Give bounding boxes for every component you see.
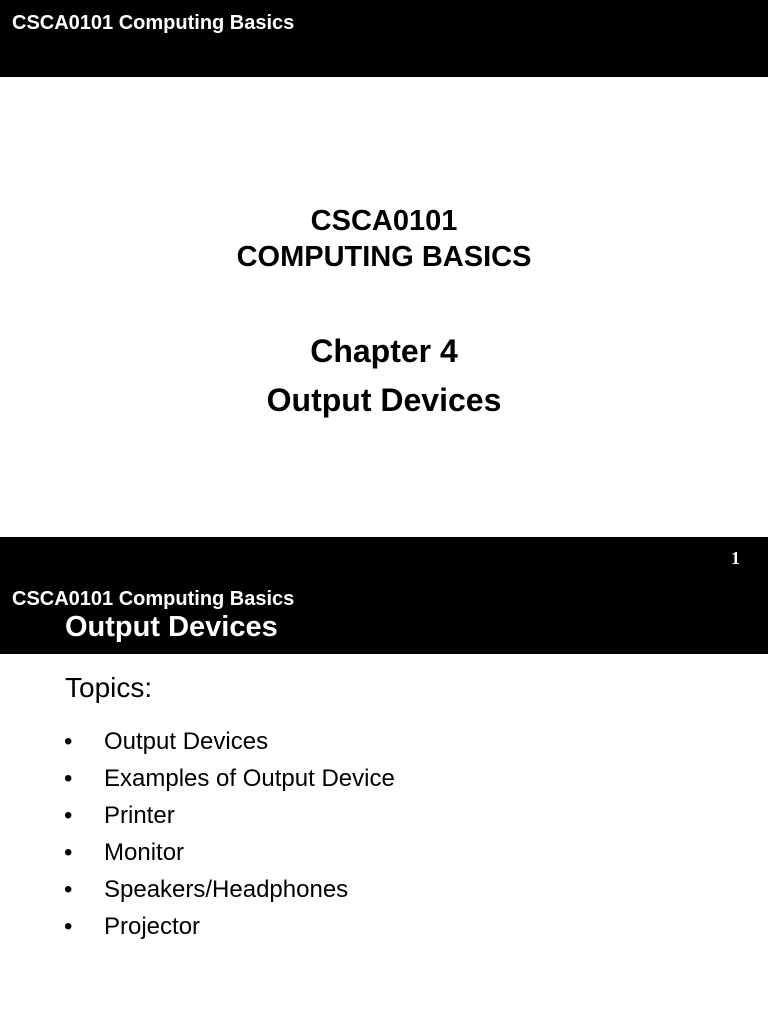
bullet-icon: • xyxy=(64,876,73,903)
topic-label: Monitor xyxy=(104,839,185,866)
bullet-icon: • xyxy=(64,839,73,866)
bullet-icon: • xyxy=(64,913,73,940)
topics-list xyxy=(0,727,700,949)
section-title: Output Devices xyxy=(65,611,278,643)
list-item xyxy=(0,838,700,875)
slide-header-bar xyxy=(0,0,768,77)
list-item xyxy=(0,801,700,838)
list-item xyxy=(0,764,700,801)
slide-topics xyxy=(0,537,768,1024)
course-code: CSCA0101 xyxy=(310,205,458,237)
topic-label: Projector xyxy=(104,913,201,940)
bullet-icon: • xyxy=(64,765,73,792)
chapter-title: Output Devices xyxy=(266,382,502,418)
bullet-icon: • xyxy=(64,728,73,755)
chapter-label: Chapter 4 xyxy=(310,333,458,369)
bullet-icon: • xyxy=(64,802,73,829)
topic-label: Examples of Output Device xyxy=(104,765,395,792)
topics-heading: Topics: xyxy=(65,672,153,703)
page-number: 1 xyxy=(731,548,740,568)
course-name: COMPUTING BASICS xyxy=(236,241,532,273)
topic-label: Output Devices xyxy=(104,728,269,755)
list-item xyxy=(0,912,700,949)
course-header-label: CSCA0101 Computing Basics xyxy=(12,588,295,610)
slide-header-bar xyxy=(0,537,768,654)
topic-label: Printer xyxy=(104,802,175,829)
list-item xyxy=(0,727,700,764)
course-header-label: CSCA0101 Computing Basics xyxy=(12,12,295,34)
list-item xyxy=(0,875,700,912)
topic-label: Speakers/Headphones xyxy=(104,876,349,903)
